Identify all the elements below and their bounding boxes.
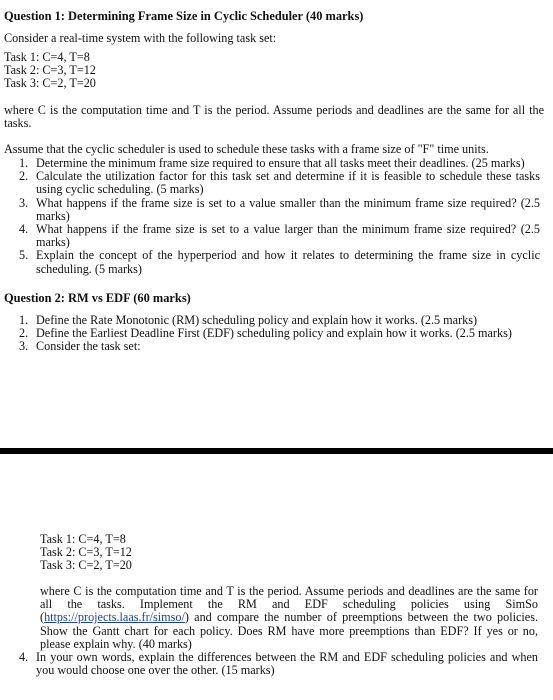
q2-task-2: Task 2: C=3, T=12 <box>40 545 132 560</box>
q1-item-text: Calculate the utilization factor for this task set and determine if it is feasible to schedule these tasks using cyclic scheduling. (5 marks) <box>36 169 540 197</box>
q1-note: where C is the computation time and T is the period. Assume periods and deadlines are the same for all the tasks. <box>4 103 544 131</box>
q1-task-3: Task 3: C=2, T=20 <box>4 76 96 91</box>
q1-item-text: Explain the concept of the hyperperiod and how it relates to determining the frame size in cyclic scheduling. (5 marks) <box>36 248 540 276</box>
q2-note-end: ) and compare the number of preemptions between the two policies. Show the Gantt chart for each policy. Does RM have more preemptions than EDF? If yes or no, please explain why. (40 marks) <box>40 610 538 651</box>
q1-item-number: 2. <box>19 169 29 184</box>
q2-item-4 <box>0 651 538 677</box>
q1-item-number: 1. <box>19 156 29 170</box>
q2-question-list-continued <box>0 651 538 677</box>
q2-question-list <box>0 314 540 354</box>
q1-question-list <box>0 157 540 276</box>
q2-task-list <box>40 533 132 573</box>
q1-item-5 <box>0 249 540 275</box>
q2-item-3 <box>0 340 540 353</box>
q1-item-number: 3. <box>19 195 29 210</box>
simso-link[interactable]: https://projects.laas.fr/simso/ <box>44 610 185 625</box>
q1-item-text: Determine the minimum frame size required to ensure that all tasks meet their deadlines. (25 marks) <box>36 156 525 170</box>
q2-item-number: 3. <box>19 339 29 354</box>
q1-item-text: What happens if the frame size is set to a value larger than the minimum frame size required? (2.5 marks) <box>36 222 540 250</box>
q2-task-1: Task 1: C=4, T=8 <box>40 532 126 546</box>
q2-item-text: Consider the task set: <box>36 339 141 354</box>
q1-item-number: 5. <box>19 248 29 263</box>
q1-assumption: Assume that the cyclic scheduler is used to schedule these tasks with a frame size of "F" time units. <box>4 142 489 156</box>
q1-task-list <box>4 51 96 91</box>
q2-item-number: 2. <box>19 326 29 341</box>
q2-item-number: 1. <box>19 313 29 327</box>
q1-item-number: 4. <box>19 222 29 237</box>
q1-title: Question 1: Determining Frame Size in Cyclic Scheduler (40 marks) <box>4 9 364 23</box>
q2-item-number: 4. <box>19 650 29 664</box>
q1-item-4 <box>0 223 540 249</box>
q1-task-1: Task 1: C=4, T=8 <box>4 50 90 64</box>
q1-task-2: Task 2: C=3, T=12 <box>4 63 96 78</box>
q2-item-text: In your own words, explain the differences between the RM and EDF scheduling policies and when you would choose one over the other. (15 marks) <box>36 650 538 678</box>
q2-item-text: Define the Rate Monotonic (RM) scheduling policy and explain how it works. (2.5 marks) <box>36 313 478 327</box>
q1-item-text: What happens if the frame size is set to a value smaller than the minimum frame size required? (2.5 marks) <box>36 195 540 223</box>
q1-intro: Consider a real-time system with the following task set: <box>4 31 277 45</box>
page-separator <box>0 448 553 454</box>
q1-item-2 <box>0 170 540 196</box>
q1-item-3 <box>0 197 540 223</box>
q2-simso-paragraph <box>40 585 538 651</box>
q2-note-start: where C is the computation time and T is the period. Assume periods and deadlines are the same for all the tasks. Implement the RM and EDF scheduling policies using SimSo ( <box>40 584 538 625</box>
q2-title: Question 2: RM vs EDF (60 marks) <box>4 291 191 305</box>
q2-task-3: Task 3: C=2, T=20 <box>40 558 132 573</box>
q2-item-text: Define the Earliest Deadline First (EDF) scheduling policy and explain how it works. (2.5 marks) <box>36 326 512 341</box>
